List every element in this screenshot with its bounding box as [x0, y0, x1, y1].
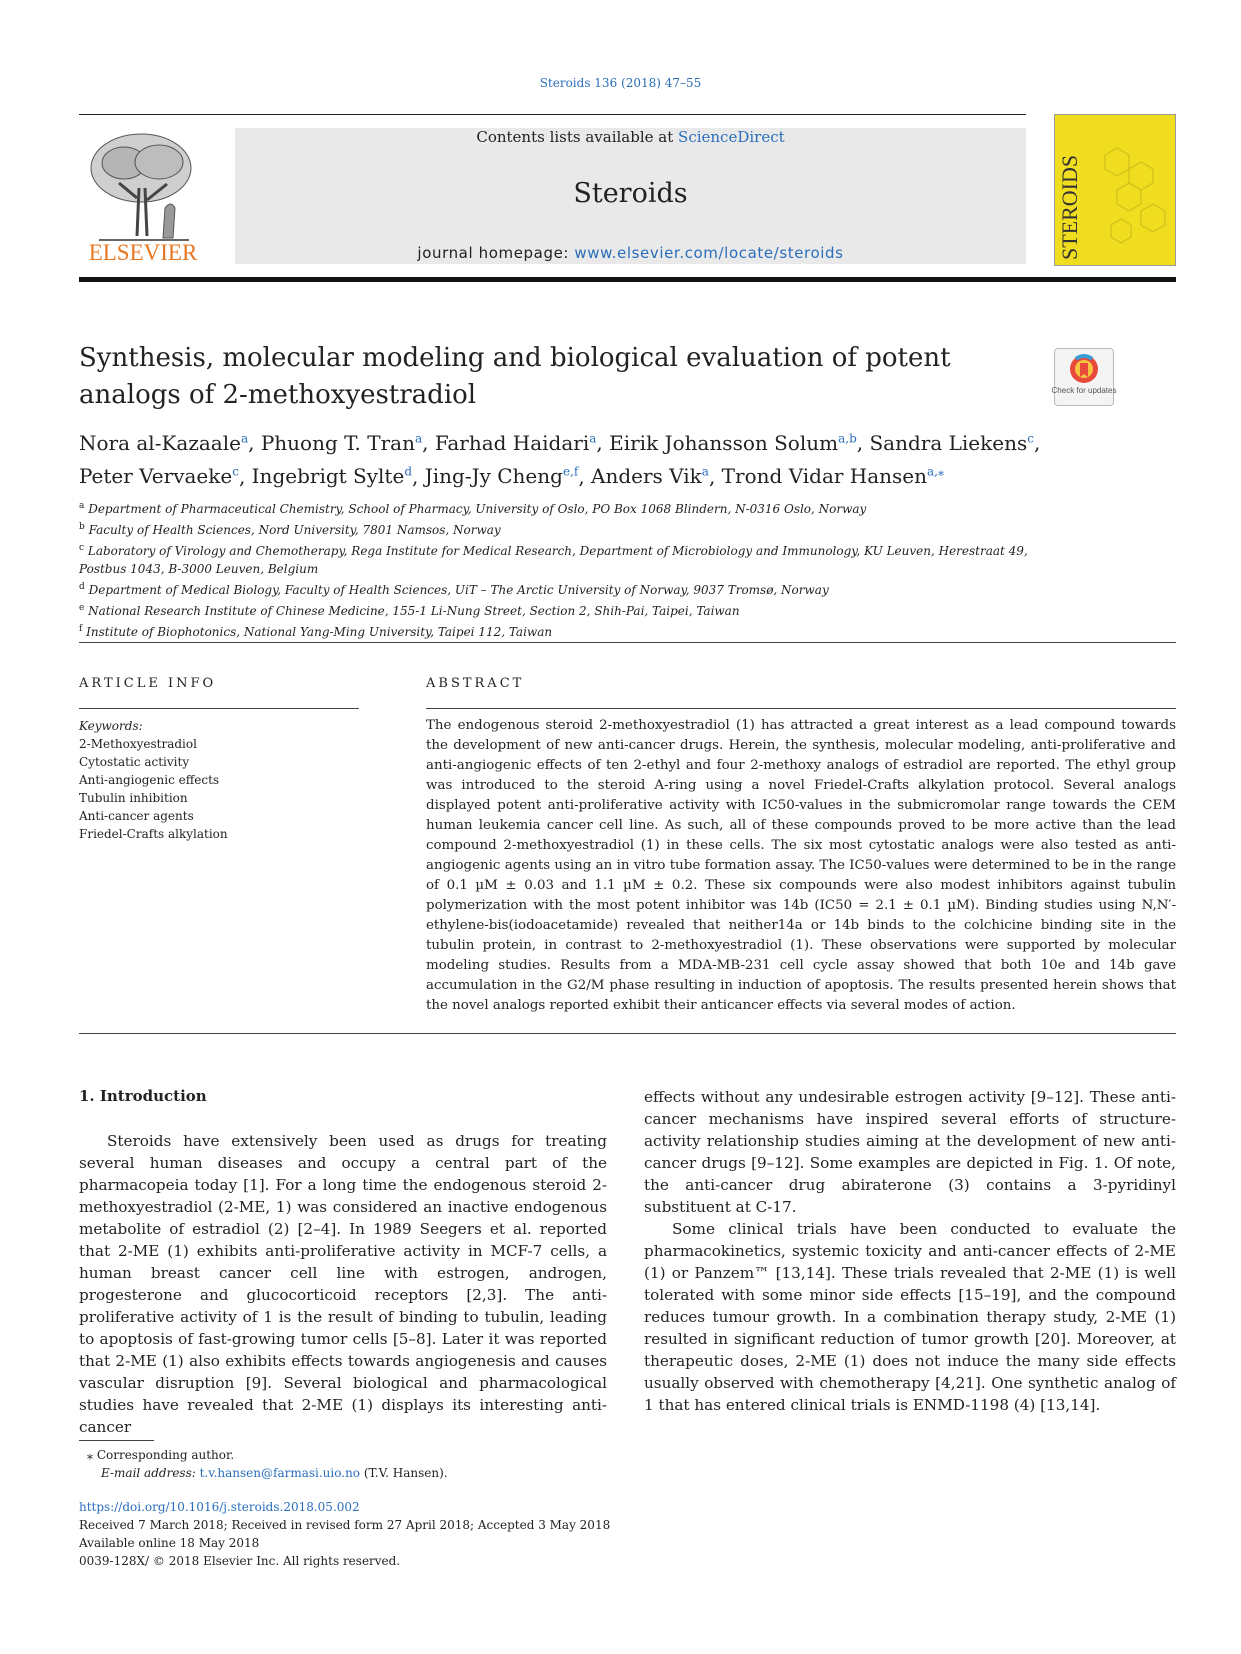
homepage-prefix: journal homepage: — [417, 244, 575, 262]
keyword-list — [79, 735, 359, 843]
contents-line — [235, 128, 1026, 146]
author-affiliation-mark[interactable]: e,f — [562, 464, 579, 479]
abstract-text: The endogenous steroid 2-methoxyestradiol (1) has attracted a great interest as a lead compound towards the development of new anti-cancer drugs. Herein, the synthesis, molecular modeling, anti-proliferative and anti-angiogenic effects of ten 2-ethyl and four 2-methoxy analogs of estradiol are reported. The ethyl group was introduced to the steroid A-ring using a novel Friedel-Crafts alkylation protocol. Several analogs displayed potent anti-proliferative activity with IC50-values in the submicromolar range towards the CEM human leukemia cancer cell line. As such, all of these compounds proved to be more active than the lead compound 2-methoxyestradiol (1) in these cells. The six most cytostatic analogs were also tested as anti-angiogenic agents using an in vitro tube formation assay. The IC50-values were determined to be in the range of 0.1 µM ± 0.03 and 1.1 µM ± 0.2. These six compounds were also modest inhibitors against tubulin polymerization with the most potent inhibitor was 14b (IC50 = 2.1 ± 0.1 µM). Binding studies using N,N′-ethylene-bis(iodoacetamide) revealed that neither14a or 14b binds to the colchicine binding site in the tubulin protein, in contrast to 2-methoxyestradiol (1). These observations were supported by molecular modeling studies. Results from a MDA-MB-231 cell cycle assay showed that both 10e and 14b gave accumulation in the G2/M phase resulting in induction of apoptosis. The results presented herein shows that the novel analogs reported exhibit their anticancer effects via several modes of action. — [426, 718, 1176, 1013]
abstract-rule — [426, 708, 1176, 709]
publication-info — [79, 1498, 679, 1570]
available-online: Available online 18 May 2018 — [79, 1536, 260, 1550]
author-name: Farhad Haidari — [434, 430, 590, 455]
author-list: Nora al-Kazaale$^a$, Phuong T. Tran$^a$, Farhad Haidari$^a$, Eirik Johansson Solum$^{a,b}$, Sandra Liekens$^c$, Peter Vervaeke$^c$, Ingebrigt Sylte$^d$, Jing-Jy Cheng$^{e,f}$, Anders Vik$^a$, Trond Vidar Hansen$^{a,⁎}$ — [79, 430, 1041, 489]
copyright-line: 0039-128X/ © 2018 Elsevier Inc. All rights reserved. — [79, 1554, 401, 1568]
corresponding-author-footnote — [79, 1446, 679, 1482]
check-updates-icon — [1051, 349, 1117, 405]
affiliation-item — [79, 518, 1049, 539]
elsevier-tree-icon — [79, 128, 207, 264]
contents-prefix: Contents lists available at — [476, 128, 679, 146]
sciencedirect-link[interactable]: ScienceDirect — [678, 128, 785, 146]
elsevier-wordmark: ELSEVIER — [88, 240, 198, 265]
keyword-item: Friedel-Crafts alkylation — [79, 827, 228, 841]
footnote-rule — [79, 1440, 154, 1441]
received-dates: Received 7 March 2018; Received in revised form 27 April 2018; Accepted 3 May 2018 — [79, 1518, 611, 1532]
author-name: Eirik Johansson Solum — [609, 430, 839, 455]
author-name: Anders Vik — [591, 464, 702, 489]
homepage-link[interactable]: www.elsevier.com/locate/steroids — [574, 244, 844, 262]
intro-paragraph-1-continued: effects without any undesirable estrogen activity [9–12]. These anti-cancer mechanisms have inspired several efforts of structure-activity relationship studies aiming at the development of new anti-cancer drugs [9–12]. Some examples are depicted in Fig. 1. Of note, the anti-cancer drug abiraterone (3) contains a 3-pyridinyl substituent at C-17. — [644, 1088, 1176, 1216]
author-affiliation-mark[interactable]: c — [232, 464, 239, 479]
author-affiliation-mark[interactable]: a — [414, 431, 423, 445]
keywords-block — [79, 717, 359, 843]
affiliation-item — [79, 599, 1049, 620]
affiliation-text: Faculty of Health Sciences, Nord University, 7801 Namsos, Norway — [88, 523, 501, 537]
author-name: Sandra Liekens — [869, 430, 1028, 455]
author-name: Nora al-Kazaale — [79, 430, 241, 455]
author[interactable] — [79, 431, 248, 455]
affiliation-key: b — [79, 522, 85, 532]
journal-name: Steroids — [573, 178, 688, 209]
author-affiliation-mark[interactable]: a,⁎ — [927, 464, 944, 479]
affiliation-key: d — [79, 582, 85, 592]
author[interactable] — [722, 464, 944, 488]
affiliation-item — [79, 539, 1049, 578]
intro-paragraph-1: Steroids have extensively been used as drugs for treating several human diseases and occupy a central part of the pharmacopeia today [1]. For a long time the endogenous steroid 2-methoxyestradiol (2-ME, 1) was considered an inactive endogenous metabolite of estradiol (2) [2–4]. In 1989 Seegers et al. reported that 2-ME (1) exhibits anti-proliferative activity in MCF-7 cells, a human breast cancer cell line with estrogen, androgen, progesterone and glucocorticoid receptors [2,3]. The anti-proliferative activity of 1 is the result of binding to tubulin, leading to apoptosis of fast-growing tumor cells [5–8]. Later it was reported that 2-ME (1) also exhibits effects towards angiogenesis and causes vascular disruption [9]. Several biological and pharmacological studies have revealed that 2-ME (1) displays its interesting anti-cancer — [79, 1132, 607, 1436]
article-title: Synthesis, molecular modeling and biological evaluation of potent analogs of 2-methoxyestradiol — [79, 343, 951, 410]
header-thick-rule — [79, 277, 1176, 282]
author-name: Ingebrigt Sylte — [251, 464, 405, 489]
affiliation-item — [79, 620, 1049, 641]
affiliation-text: National Research Institute of Chinese Medicine, 155-1 Li-Nung Street, Section 2, Shih-Pai, Taipei, Taiwan — [88, 604, 740, 618]
author-name: Phuong T. Tran — [260, 430, 415, 455]
keyword-item: Cytostatic activity — [79, 755, 190, 769]
author[interactable] — [261, 431, 422, 455]
keywords-label: Keywords: — [79, 719, 143, 733]
top-rule — [79, 114, 1026, 115]
affiliation-text: Laboratory of Virology and Chemotherapy, Rega Institute for Medical Research, Department of Microbiology and Immunology, KU Leuven, Herestraat 49, Postbus 1043, B-3000 Leuven, Belgium — [79, 544, 1028, 576]
intro-column-right — [644, 1086, 1176, 1416]
author-affiliation-mark[interactable]: a — [701, 464, 709, 479]
homepage-line — [235, 244, 1026, 262]
author-affiliation-mark[interactable]: c — [1027, 431, 1034, 445]
author-name: Peter Vervaeke — [79, 464, 233, 489]
affiliation-key: a — [79, 501, 85, 511]
affiliation-key: c — [79, 543, 85, 553]
author-affiliation-mark[interactable]: d — [404, 464, 412, 479]
affiliation-text: Department of Pharmaceutical Chemistry, School of Pharmacy, University of Oslo, PO Box 1068 Blindern, N-0316 Oslo, Norway — [88, 502, 867, 516]
intro-paragraph-2: Some clinical trials have been conducted to evaluate the pharmacokinetics, systemic toxicity and anti-cancer effects of 2-ME (1) or Panzem™ [13,14]. These trials revealed that 2-ME (1) is well tolerated with some minor side effects [15–19], and the compound reduces tumour growth. In a combination therapy study, 2-ME (1) resulted in significant reduction of tumor growth [20]. Moreover, at therapeutic doses, 2-ME (1) does not induce the many side effects usually observed with chemotherapy [4,21]. One synthetic analog of 1 that has entered clinical trials is ENMD-1198 (4) [13,14]. — [644, 1220, 1176, 1414]
affiliation-key: f — [79, 624, 83, 634]
rule-below-abstract — [79, 1033, 1176, 1034]
journal-citation[interactable]: Steroids 136 (2018) 47–55 — [539, 76, 702, 90]
author-affiliation-mark[interactable]: a — [240, 431, 249, 445]
keyword-item: 2-Methoxyestradiol — [79, 737, 197, 751]
author[interactable] — [425, 464, 579, 488]
affiliation-list — [79, 497, 1049, 641]
email-line — [79, 1464, 679, 1482]
article-info-rule — [79, 708, 359, 709]
author[interactable] — [591, 464, 709, 488]
check-updates-label: Check for updates — [1051, 386, 1117, 395]
author-name: Jing-Jy Cheng — [424, 464, 563, 489]
journal-cover-thumbnail[interactable] — [1054, 114, 1176, 266]
author[interactable] — [252, 464, 412, 488]
author-name: Trond Vidar Hansen — [721, 464, 928, 489]
affiliation-item — [79, 497, 1049, 518]
author[interactable] — [79, 464, 239, 488]
corresponding-author-label: ⁎ Corresponding author. — [87, 1448, 235, 1462]
email-suffix: (T.V. Hansen). — [360, 1466, 448, 1480]
intro-column-left — [79, 1130, 607, 1438]
introduction-heading: 1. Introduction — [79, 1087, 207, 1105]
author[interactable] — [609, 431, 857, 455]
article-info-heading: ARTICLE INFO — [79, 676, 217, 691]
affiliation-text: Institute of Biophotonics, National Yang-Ming University, Taipei 112, Taiwan — [86, 625, 553, 639]
keyword-item: Anti-angiogenic effects — [79, 773, 220, 787]
cover-title: STEROIDS — [1057, 154, 1082, 260]
abstract-heading: ABSTRACT — [426, 676, 525, 691]
affiliation-item — [79, 578, 1049, 599]
check-for-updates-badge[interactable] — [1051, 348, 1117, 406]
affiliation-key: e — [79, 603, 85, 613]
cover-molecule-icon — [1055, 115, 1175, 265]
email-link[interactable]: t.v.hansen@farmasi.uio.no — [199, 1466, 361, 1480]
elsevier-logo — [79, 128, 207, 264]
author[interactable] — [869, 431, 1034, 455]
author-affiliation-mark[interactable]: a — [589, 431, 597, 445]
affiliation-text: Department of Medical Biology, Faculty of Health Sciences, UiT – The Arctic University of Norway, 9037 Tromsø, Norway — [88, 583, 829, 597]
author-affiliation-mark[interactable]: a,b — [838, 431, 857, 445]
keyword-item: Tubulin inhibition — [79, 791, 188, 805]
rule-below-affiliations — [79, 642, 1176, 643]
email-label: E-mail address: — [101, 1466, 200, 1480]
keyword-item: Anti-cancer agents — [79, 809, 194, 823]
author[interactable] — [435, 431, 597, 455]
doi-link[interactable]: https://doi.org/10.1016/j.steroids.2018.05.002 — [79, 1500, 360, 1514]
